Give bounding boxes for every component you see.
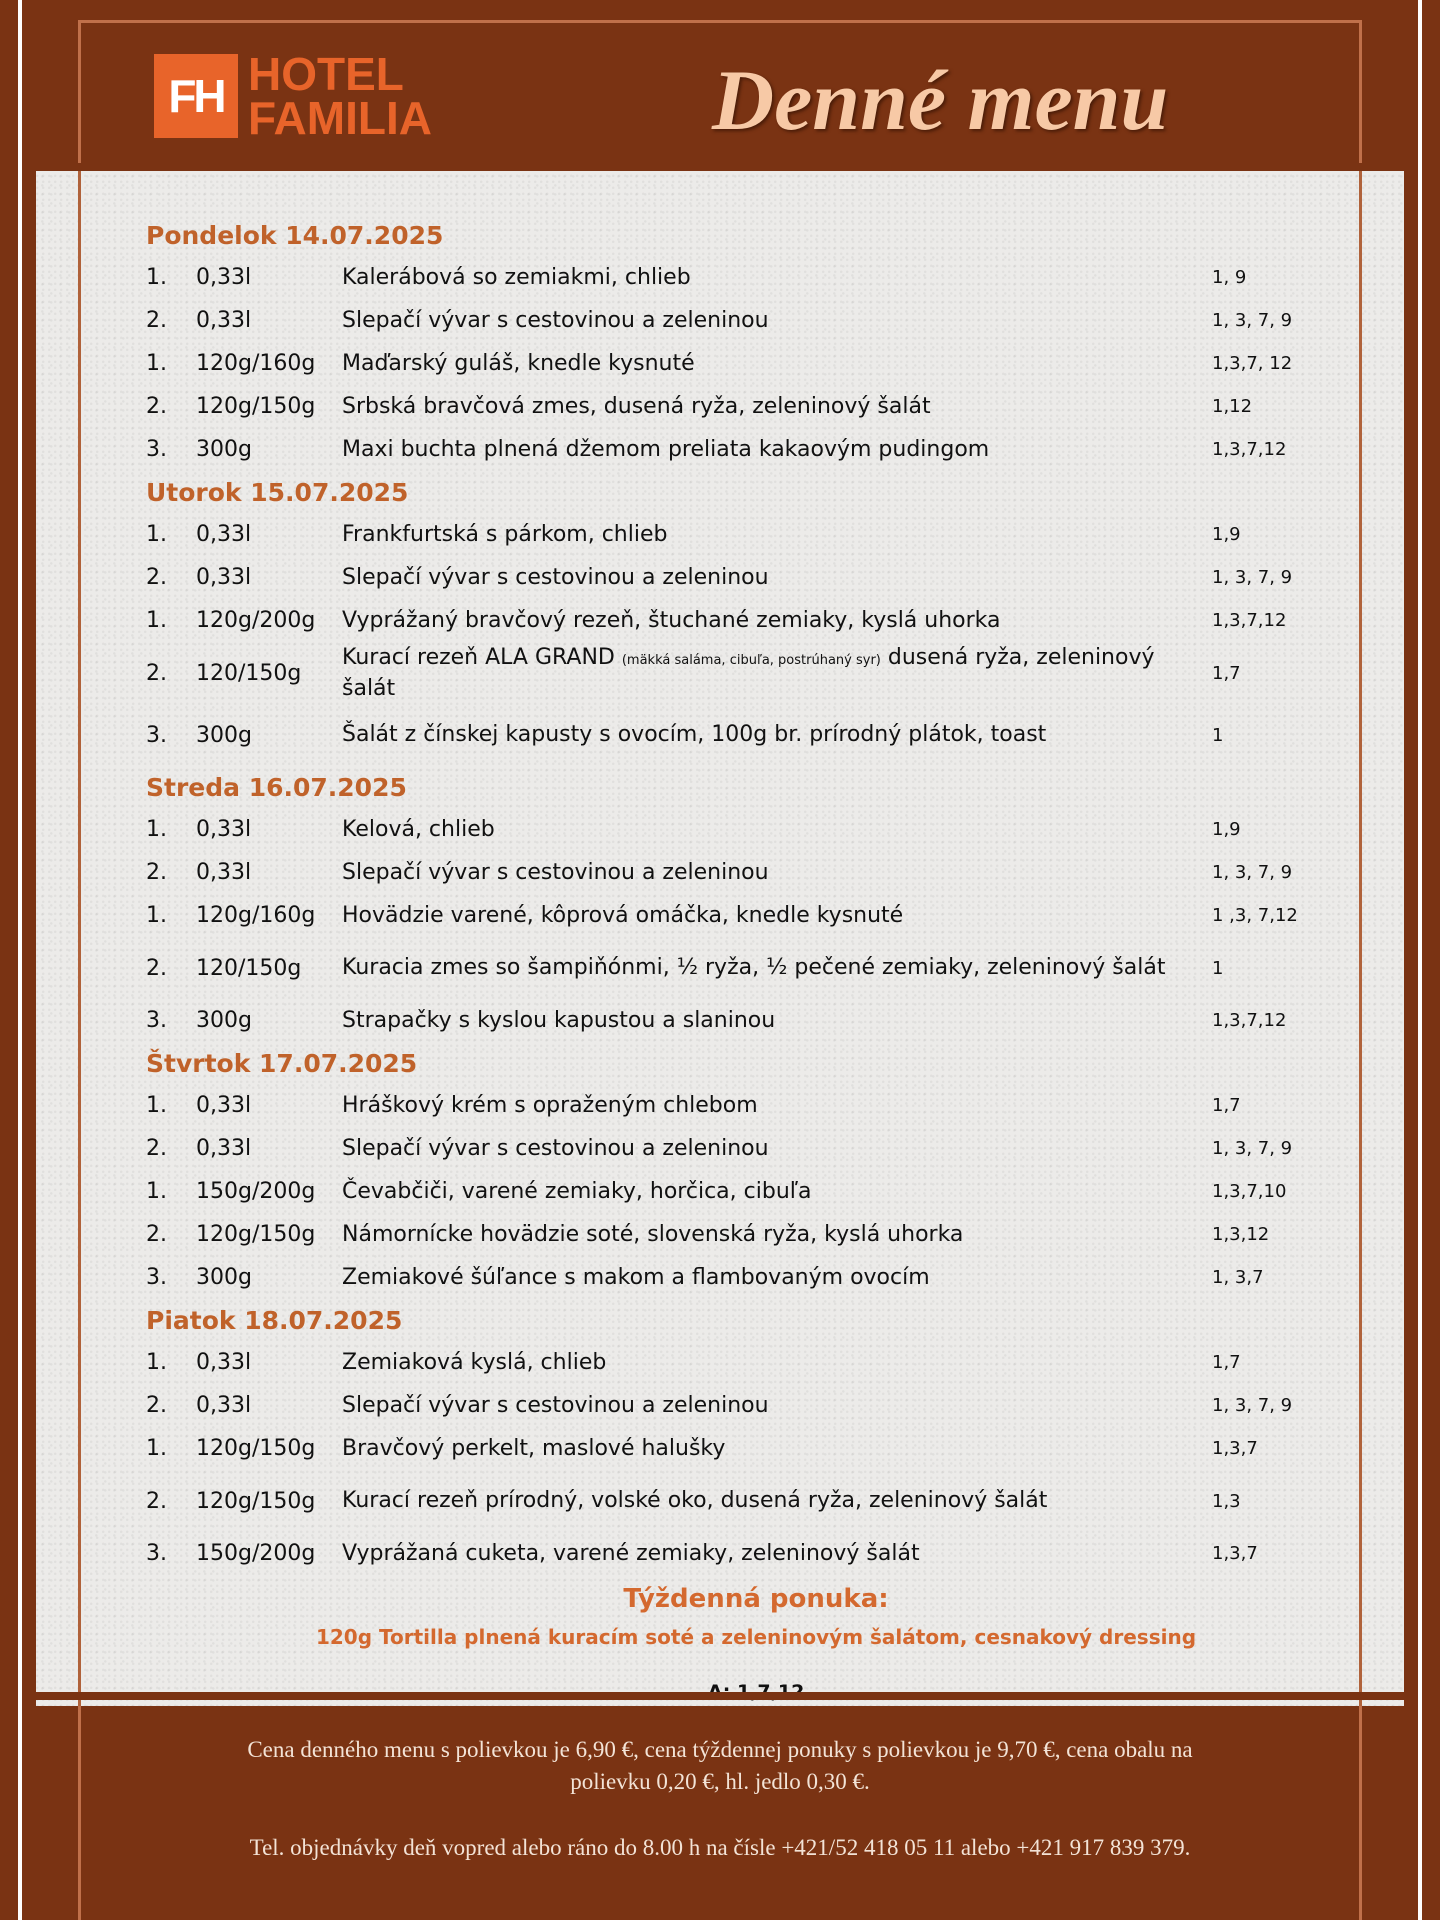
- item-weight: 300g: [196, 722, 252, 748]
- item-allergens: 1,3,7: [1212, 1438, 1258, 1459]
- item-description: Námornícke hovädzie soté, slovenská ryža, kyslá uhorka: [342, 1221, 964, 1247]
- price-line-2: polievku 0,20 €, hl. jedlo 0,30 €.: [570, 1769, 870, 1794]
- day-heading: Utorok 15.07.2025: [146, 478, 409, 507]
- menu-item: [146, 1127, 1366, 1170]
- item-weight: 0,33l: [196, 1093, 252, 1118]
- item-description: Vyprážaná cuketa, varené zemiaky, zeleninový šalát: [342, 1540, 920, 1566]
- item-weight: 300g: [196, 1008, 252, 1033]
- day-heading: Streda 16.07.2025: [146, 773, 407, 802]
- item-allergens: 1,9: [1212, 524, 1241, 545]
- item-description: Kuracia zmes so šampiňónmi, ½ ryža, ½ pečené zemiaky, zeleninový šalát: [342, 955, 1166, 980]
- menu-item: [146, 851, 1366, 894]
- item-allergens: 1,7: [1212, 1095, 1241, 1116]
- item-allergens: 1 ,3, 7,12: [1212, 905, 1298, 926]
- menu-item: [146, 1170, 1366, 1213]
- item-number: 3.: [146, 1265, 167, 1290]
- item-description: Slepačí vývar s cestovinou a zeleninou: [342, 859, 769, 885]
- item-weight: 120g/150g: [196, 394, 316, 419]
- logo-wordmark: [248, 48, 432, 144]
- item-number: 1.: [146, 903, 167, 928]
- day-heading: Pondelok 14.07.2025: [146, 221, 444, 250]
- item-number: 2.: [146, 1222, 167, 1247]
- menu-item: [146, 1341, 1366, 1384]
- item-weight: 150g/200g: [196, 1179, 316, 1204]
- item-weight: 120g/150g: [196, 1436, 316, 1461]
- item-allergens: 1,3: [1212, 1490, 1241, 1512]
- item-allergens: 1: [1212, 724, 1224, 746]
- weekly-offer-section: [146, 1579, 1366, 1703]
- item-allergens: 1,3,7,10: [1212, 1181, 1287, 1202]
- menu-item: [146, 299, 1366, 342]
- logo-line-2: FAMILIA: [248, 92, 432, 144]
- item-weight: 120g/150g: [196, 1488, 316, 1514]
- menu-item: [146, 999, 1366, 1042]
- day-heading: Štvrtok 17.07.2025: [146, 1049, 418, 1078]
- item-allergens: 1, 3, 7, 9: [1212, 862, 1293, 883]
- item-allergens: 1,3,7,12: [1212, 610, 1287, 631]
- item-weight: 0,33l: [196, 817, 252, 842]
- item-weight: 0,33l: [196, 265, 252, 290]
- menu-list: [146, 214, 1366, 1703]
- item-weight: 0,33l: [196, 565, 252, 590]
- right-decor-bar: [1422, 0, 1440, 1920]
- menu-item: [146, 599, 1366, 642]
- item-weight: 120/150g: [196, 660, 302, 686]
- item-number: 1.: [146, 351, 167, 376]
- item-allergens: 1, 3, 7, 9: [1212, 310, 1293, 331]
- item-weight: 300g: [196, 1265, 252, 1290]
- menu-item: [146, 894, 1366, 937]
- item-allergens: 1,3,12: [1212, 1224, 1270, 1245]
- item-number: 2.: [146, 955, 167, 981]
- logo-line-1: HOTEL: [248, 48, 404, 100]
- menu-item: [146, 1084, 1366, 1127]
- item-allergens: 1, 3, 7, 9: [1212, 1395, 1293, 1416]
- item-description: Hráškový krém s opraženým chlebom: [342, 1092, 758, 1118]
- item-weight: 300g: [196, 437, 252, 462]
- item-number: 1.: [146, 265, 167, 290]
- item-number: 3.: [146, 437, 167, 462]
- menu-item: [146, 428, 1366, 471]
- item-description: Hovädzie varené, kôprová omáčka, knedle kysnuté: [342, 902, 904, 928]
- menu-item: [146, 1470, 1366, 1532]
- item-number: 3.: [146, 1541, 167, 1566]
- page-title: Denné menu: [712, 52, 1169, 148]
- item-description: Slepačí vývar s cestovinou a zeleninou: [342, 307, 769, 333]
- item-allergens: 1,3,7, 12: [1212, 353, 1293, 374]
- menu-item: [146, 937, 1366, 999]
- item-allergens: 1: [1212, 957, 1224, 979]
- left-decor-bar: [0, 0, 18, 1920]
- item-allergens: 1,12: [1212, 396, 1253, 417]
- item-number: 2.: [146, 660, 167, 686]
- item-allergens: 1,7: [1212, 662, 1241, 684]
- item-allergens: 1,7: [1212, 1352, 1241, 1373]
- item-allergens: 1, 9: [1212, 267, 1247, 288]
- item-allergens: 1, 3, 7, 9: [1212, 1138, 1293, 1159]
- header-band: [36, 0, 1404, 171]
- item-number: 1.: [146, 1350, 167, 1375]
- menu-item: [146, 256, 1366, 299]
- item-description: Zemiakové šúľance s makom a flambovaným ovocím: [342, 1264, 930, 1290]
- menu-item: [146, 556, 1366, 599]
- menu-item: [146, 513, 1366, 556]
- weekly-offer-text: 120g Tortilla plnená kuracím soté a zeleninovým šalátom, cesnakový dressing: [315, 1625, 1197, 1649]
- item-description: Bravčový perkelt, maslové halušky: [342, 1435, 726, 1461]
- item-weight: 120g/160g: [196, 351, 316, 376]
- day-heading: Piatok 18.07.2025: [146, 1306, 403, 1335]
- item-description-part: Kurací rezeň ALA GRAND: [342, 644, 622, 670]
- item-weight: 0,33l: [196, 860, 252, 885]
- menu-item: [146, 342, 1366, 385]
- item-allergens: 1, 3,7: [1212, 1267, 1264, 1288]
- item-weight: 0,33l: [196, 1350, 252, 1375]
- menu-item: [146, 1427, 1366, 1470]
- item-description-note: (mäkká saláma, cibuľa, postrúhaný syr): [621, 652, 881, 668]
- menu-item: [146, 704, 1366, 766]
- item-description: Strapačky s kyslou kapustou a slaninou: [342, 1007, 776, 1033]
- item-weight: 0,33l: [196, 1393, 252, 1418]
- item-allergens: 1,3,7: [1212, 1543, 1258, 1564]
- item-description: Kalerábová so zemiakmi, chlieb: [342, 264, 691, 290]
- item-number: 2.: [146, 394, 167, 419]
- item-description: Srbská bravčová zmes, dusená ryža, zeleninový šalát: [342, 393, 931, 419]
- item-description-part: dusená ryža, zeleninový šalát: [342, 644, 1155, 701]
- item-weight: 0,33l: [196, 522, 252, 547]
- item-allergens: 1,3,7,12: [1212, 439, 1287, 460]
- menu-item: [146, 1256, 1366, 1299]
- item-weight: 120/150g: [196, 955, 302, 981]
- menu-frame: [22, 0, 1418, 1920]
- item-description: Slepačí vývar s cestovinou a zeleninou: [342, 1392, 769, 1418]
- item-description: Maxi buchta plnená džemom preliata kakaovým pudingom: [342, 436, 990, 462]
- item-weight: 120g/200g: [196, 608, 316, 633]
- menu-item: [146, 385, 1366, 428]
- item-description: Šalát z čínskej kapusty s ovocím, 100g br. prírodný plátok, toast: [342, 722, 1047, 747]
- item-description: Slepačí vývar s cestovinou a zeleninou: [342, 564, 769, 590]
- item-weight: 0,33l: [196, 308, 252, 333]
- item-number: 2.: [146, 1393, 167, 1418]
- item-number: 2.: [146, 1136, 167, 1161]
- item-number: 1.: [146, 608, 167, 633]
- item-number: 1.: [146, 817, 167, 842]
- menu-item: [146, 642, 1366, 704]
- item-description: Kelová, chlieb: [342, 816, 495, 842]
- item-description: Frankfurtská s párkom, chlieb: [342, 521, 668, 547]
- item-number: 1.: [146, 1436, 167, 1461]
- menu-item: [146, 1213, 1366, 1256]
- item-number: 2.: [146, 565, 167, 590]
- item-description: Slepačí vývar s cestovinou a zeleninou: [342, 1135, 769, 1161]
- item-weight: 150g/200g: [196, 1541, 316, 1566]
- item-number: 1.: [146, 1179, 167, 1204]
- weekly-offer-title: Týždenná ponuka:: [623, 1584, 889, 1614]
- item-weight: 120g/160g: [196, 903, 316, 928]
- price-info: [96, 1734, 1344, 1798]
- item-number: 3.: [146, 722, 167, 748]
- hotel-logo: [154, 46, 432, 146]
- menu-item: [146, 1532, 1366, 1575]
- item-number: 1.: [146, 522, 167, 547]
- item-description: Vyprážaný bravčový rezeň, štuchané zemiaky, kyslá uhorka: [342, 607, 1001, 633]
- item-number: 1.: [146, 1093, 167, 1118]
- logo-mark: FH: [154, 54, 238, 138]
- item-description: Maďarský guláš, knedle kysnuté: [342, 350, 695, 376]
- footer-band: [36, 1706, 1404, 1920]
- item-allergens: 1, 3, 7, 9: [1212, 567, 1293, 588]
- item-allergens: 1,3,7,12: [1212, 1010, 1287, 1031]
- item-description: Kurací rezeň prírodný, volské oko, dusená ryža, zeleninový šalát: [342, 1488, 1048, 1513]
- item-allergens: 1,9: [1212, 819, 1241, 840]
- item-description: Zemiaková kyslá, chlieb: [342, 1349, 607, 1375]
- menu-item: [146, 808, 1366, 851]
- item-number: 2.: [146, 308, 167, 333]
- price-line-1: Cena denného menu s polievkou je 6,90 €, cena týždennej ponuky s polievkou je 9,70 €, cena obalu na: [247, 1737, 1193, 1762]
- item-weight: 120g/150g: [196, 1222, 316, 1247]
- item-number: 2.: [146, 1488, 167, 1514]
- item-number: 3.: [146, 1008, 167, 1033]
- item-description: [342, 644, 1212, 703]
- item-number: 2.: [146, 860, 167, 885]
- item-weight: 0,33l: [196, 1136, 252, 1161]
- footer-top-line: [36, 1692, 1404, 1700]
- item-description: Čevabčiči, varené zemiaky, horčica, cibuľa: [342, 1178, 812, 1204]
- menu-item: [146, 1384, 1366, 1427]
- order-info: Tel. objednávky deň vopred alebo ráno do 8.00 h na čísle +421/52 418 05 11 alebo +421 917 839 379.: [249, 1835, 1191, 1860]
